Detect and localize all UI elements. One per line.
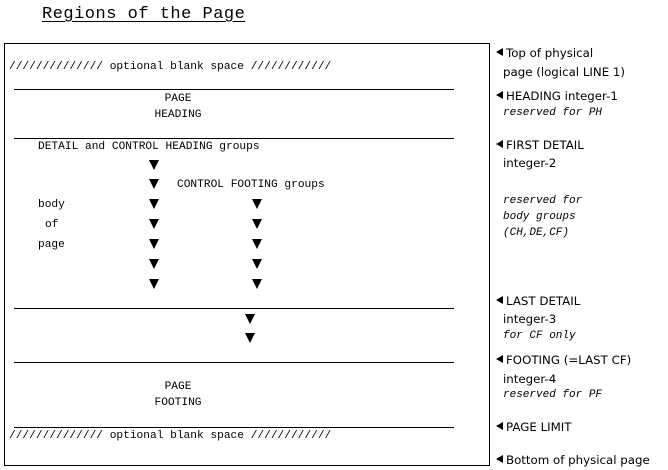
label-footing-int: integer-4	[503, 372, 557, 386]
left-arrow-icon	[496, 140, 503, 148]
down-triangle-icon	[252, 279, 262, 289]
label-body-note-2: body groups	[503, 211, 576, 223]
label-body-note-1: reserved for	[503, 195, 583, 207]
label-page-limit: PAGE LIMIT	[496, 419, 571, 435]
label-first-detail-int: integer-2	[503, 156, 557, 170]
down-triangle-icon	[149, 259, 159, 269]
left-arrow-icon	[496, 455, 503, 463]
label-heading-note: reserved for PH	[503, 107, 603, 119]
down-triangle-icon	[149, 219, 159, 229]
left-arrow-icon	[496, 48, 503, 56]
label-body-note-3: (CH,DE,CF)	[503, 227, 570, 239]
page-footing-line-2: FOOTING	[154, 397, 202, 409]
blank-space-bottom: ////////////// optional blank space ////////////	[9, 430, 332, 442]
control-footing-label: CONTROL FOOTING groups	[177, 179, 325, 191]
down-triangle-icon	[252, 239, 262, 249]
label-first-detail: FIRST DETAIL	[496, 137, 584, 153]
down-triangle-icon	[149, 239, 159, 249]
left-arrow-icon	[496, 296, 503, 304]
body-label-3: page	[38, 239, 65, 251]
label-footing-note: reserved for PF	[503, 389, 603, 401]
label-heading: HEADING integer-1	[496, 88, 618, 104]
label-top-of-page-2: page (logical LINE 1)	[503, 65, 626, 79]
last-detail-line	[14, 308, 454, 309]
body-label-2: of	[45, 219, 59, 231]
label-last-detail: LAST DETAIL	[496, 293, 580, 309]
down-triangle-icon	[149, 279, 159, 289]
label-bottom-of-page: Bottom of physical page	[496, 452, 650, 468]
blank-space-top: ////////////// optional blank space ////////////	[9, 61, 332, 73]
down-triangle-icon	[245, 333, 255, 343]
footing-line	[14, 362, 454, 363]
down-triangle-icon	[252, 219, 262, 229]
label-top-of-page: Top of physical	[496, 45, 593, 61]
diagram-title: Regions of the Page	[42, 5, 246, 24]
label-footing: FOOTING (=LAST CF)	[496, 352, 631, 368]
page-heading-line-2: HEADING	[154, 109, 202, 121]
physical-page-box	[4, 43, 490, 466]
page-footing-line-1: PAGE	[164, 381, 192, 393]
page-heading-line-1: PAGE	[164, 93, 192, 105]
down-triangle-icon	[149, 179, 159, 189]
down-triangle-icon	[252, 199, 262, 209]
left-arrow-icon	[496, 355, 503, 363]
top-of-heading-line	[14, 89, 454, 90]
left-arrow-icon	[496, 91, 503, 99]
down-triangle-icon	[149, 199, 159, 209]
left-arrow-icon	[496, 422, 503, 430]
first-detail-line	[14, 138, 454, 139]
down-triangle-icon	[149, 160, 159, 170]
label-last-detail-note: for CF only	[503, 330, 576, 342]
detail-control-heading-label: DETAIL and CONTROL HEADING groups	[38, 141, 260, 153]
page-limit-line	[14, 427, 454, 428]
down-triangle-icon	[252, 259, 262, 269]
label-last-detail-int: integer-3	[503, 312, 557, 326]
down-triangle-icon	[245, 314, 255, 324]
body-label-1: body	[38, 199, 65, 211]
